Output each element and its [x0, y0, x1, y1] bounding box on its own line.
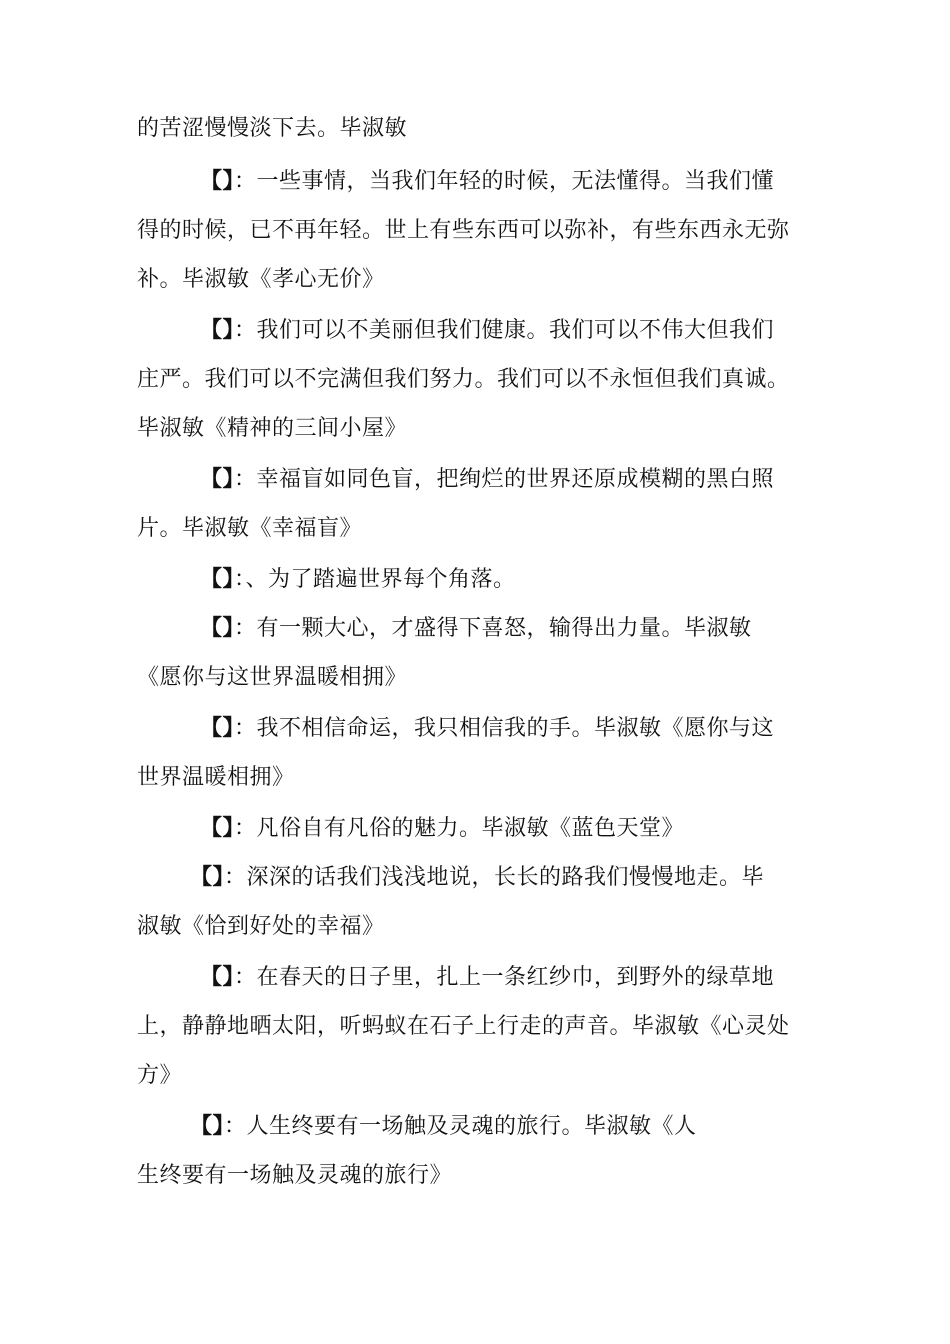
- text-line: 世界温暖相拥》: [137, 765, 295, 790]
- quote-line: 【】：我不相信命运，我只相信我的手。毕淑敏《愿你与这: [200, 716, 775, 741]
- text-line: 生终要有一场触及灵魂的旅行》: [137, 1163, 453, 1188]
- bracket-marker: 【】: [200, 716, 235, 741]
- text-line: 补。毕淑敏《孝心无价》: [137, 267, 385, 292]
- quote-line: 【】：在春天的日子里，扎上一条红纱巾，到野外的绿草地: [200, 965, 775, 990]
- text-line: 毕淑敏《精神的三间小屋》: [137, 416, 408, 441]
- bracket-marker: 【】: [200, 567, 235, 592]
- text-line: 淑敏《恰到好处的幸福》: [137, 914, 385, 939]
- text-line: 片。毕淑敏《幸福盲》: [137, 516, 363, 541]
- quote-line: 【】：凡俗自有凡俗的魅力。毕淑敏《蓝色天堂》: [200, 816, 685, 841]
- bracket-marker: 【】: [200, 616, 235, 641]
- quote-line: 【】：人生终要有一场触及灵魂的旅行。毕淑敏《人: [190, 1114, 697, 1139]
- bracket-marker: 【】: [190, 1114, 225, 1139]
- quote-line: 【】：一些事情，当我们年轻的时候，无法懂得。当我们懂: [200, 169, 775, 194]
- quote-line: 【】：我们可以不美丽但我们健康。我们可以不伟大但我们: [200, 318, 775, 343]
- bracket-marker: 【】: [200, 965, 235, 990]
- text-line: 的苦涩慢慢淡下去。毕淑敏: [137, 116, 408, 141]
- bracket-marker: 【】: [190, 865, 225, 890]
- text-line: 上，静静地晒太阳，听蚂蚁在石子上行走的声音。毕淑敏《心灵处: [137, 1014, 790, 1039]
- text-line: 《愿你与这世界温暖相拥》: [137, 665, 408, 690]
- text-line: 庄严。我们可以不完满但我们努力。我们可以不永恒但我们真诚。: [137, 367, 790, 392]
- quote-line: 【】：深深的话我们浅浅地说，长长的路我们慢慢地走。毕: [190, 865, 765, 890]
- quote-line: 【】：、为了踏遍世界每个角落。: [200, 567, 516, 592]
- quote-line: 【】：有一颗大心，才盛得下喜怒，输得出力量。毕淑敏: [200, 616, 752, 641]
- bracket-marker: 【】: [200, 816, 235, 841]
- text-line: 方》: [137, 1063, 183, 1088]
- bracket-marker: 【】: [200, 467, 235, 492]
- bracket-marker: 【】: [200, 318, 235, 343]
- text-line: 得的时候，已不再年轻。世上有些东西可以弥补，有些东西永无弥: [137, 218, 790, 243]
- quote-line: 【】：幸福盲如同色盲，把绚烂的世界还原成模糊的黑白照: [200, 467, 775, 492]
- bracket-marker: 【】: [200, 169, 235, 194]
